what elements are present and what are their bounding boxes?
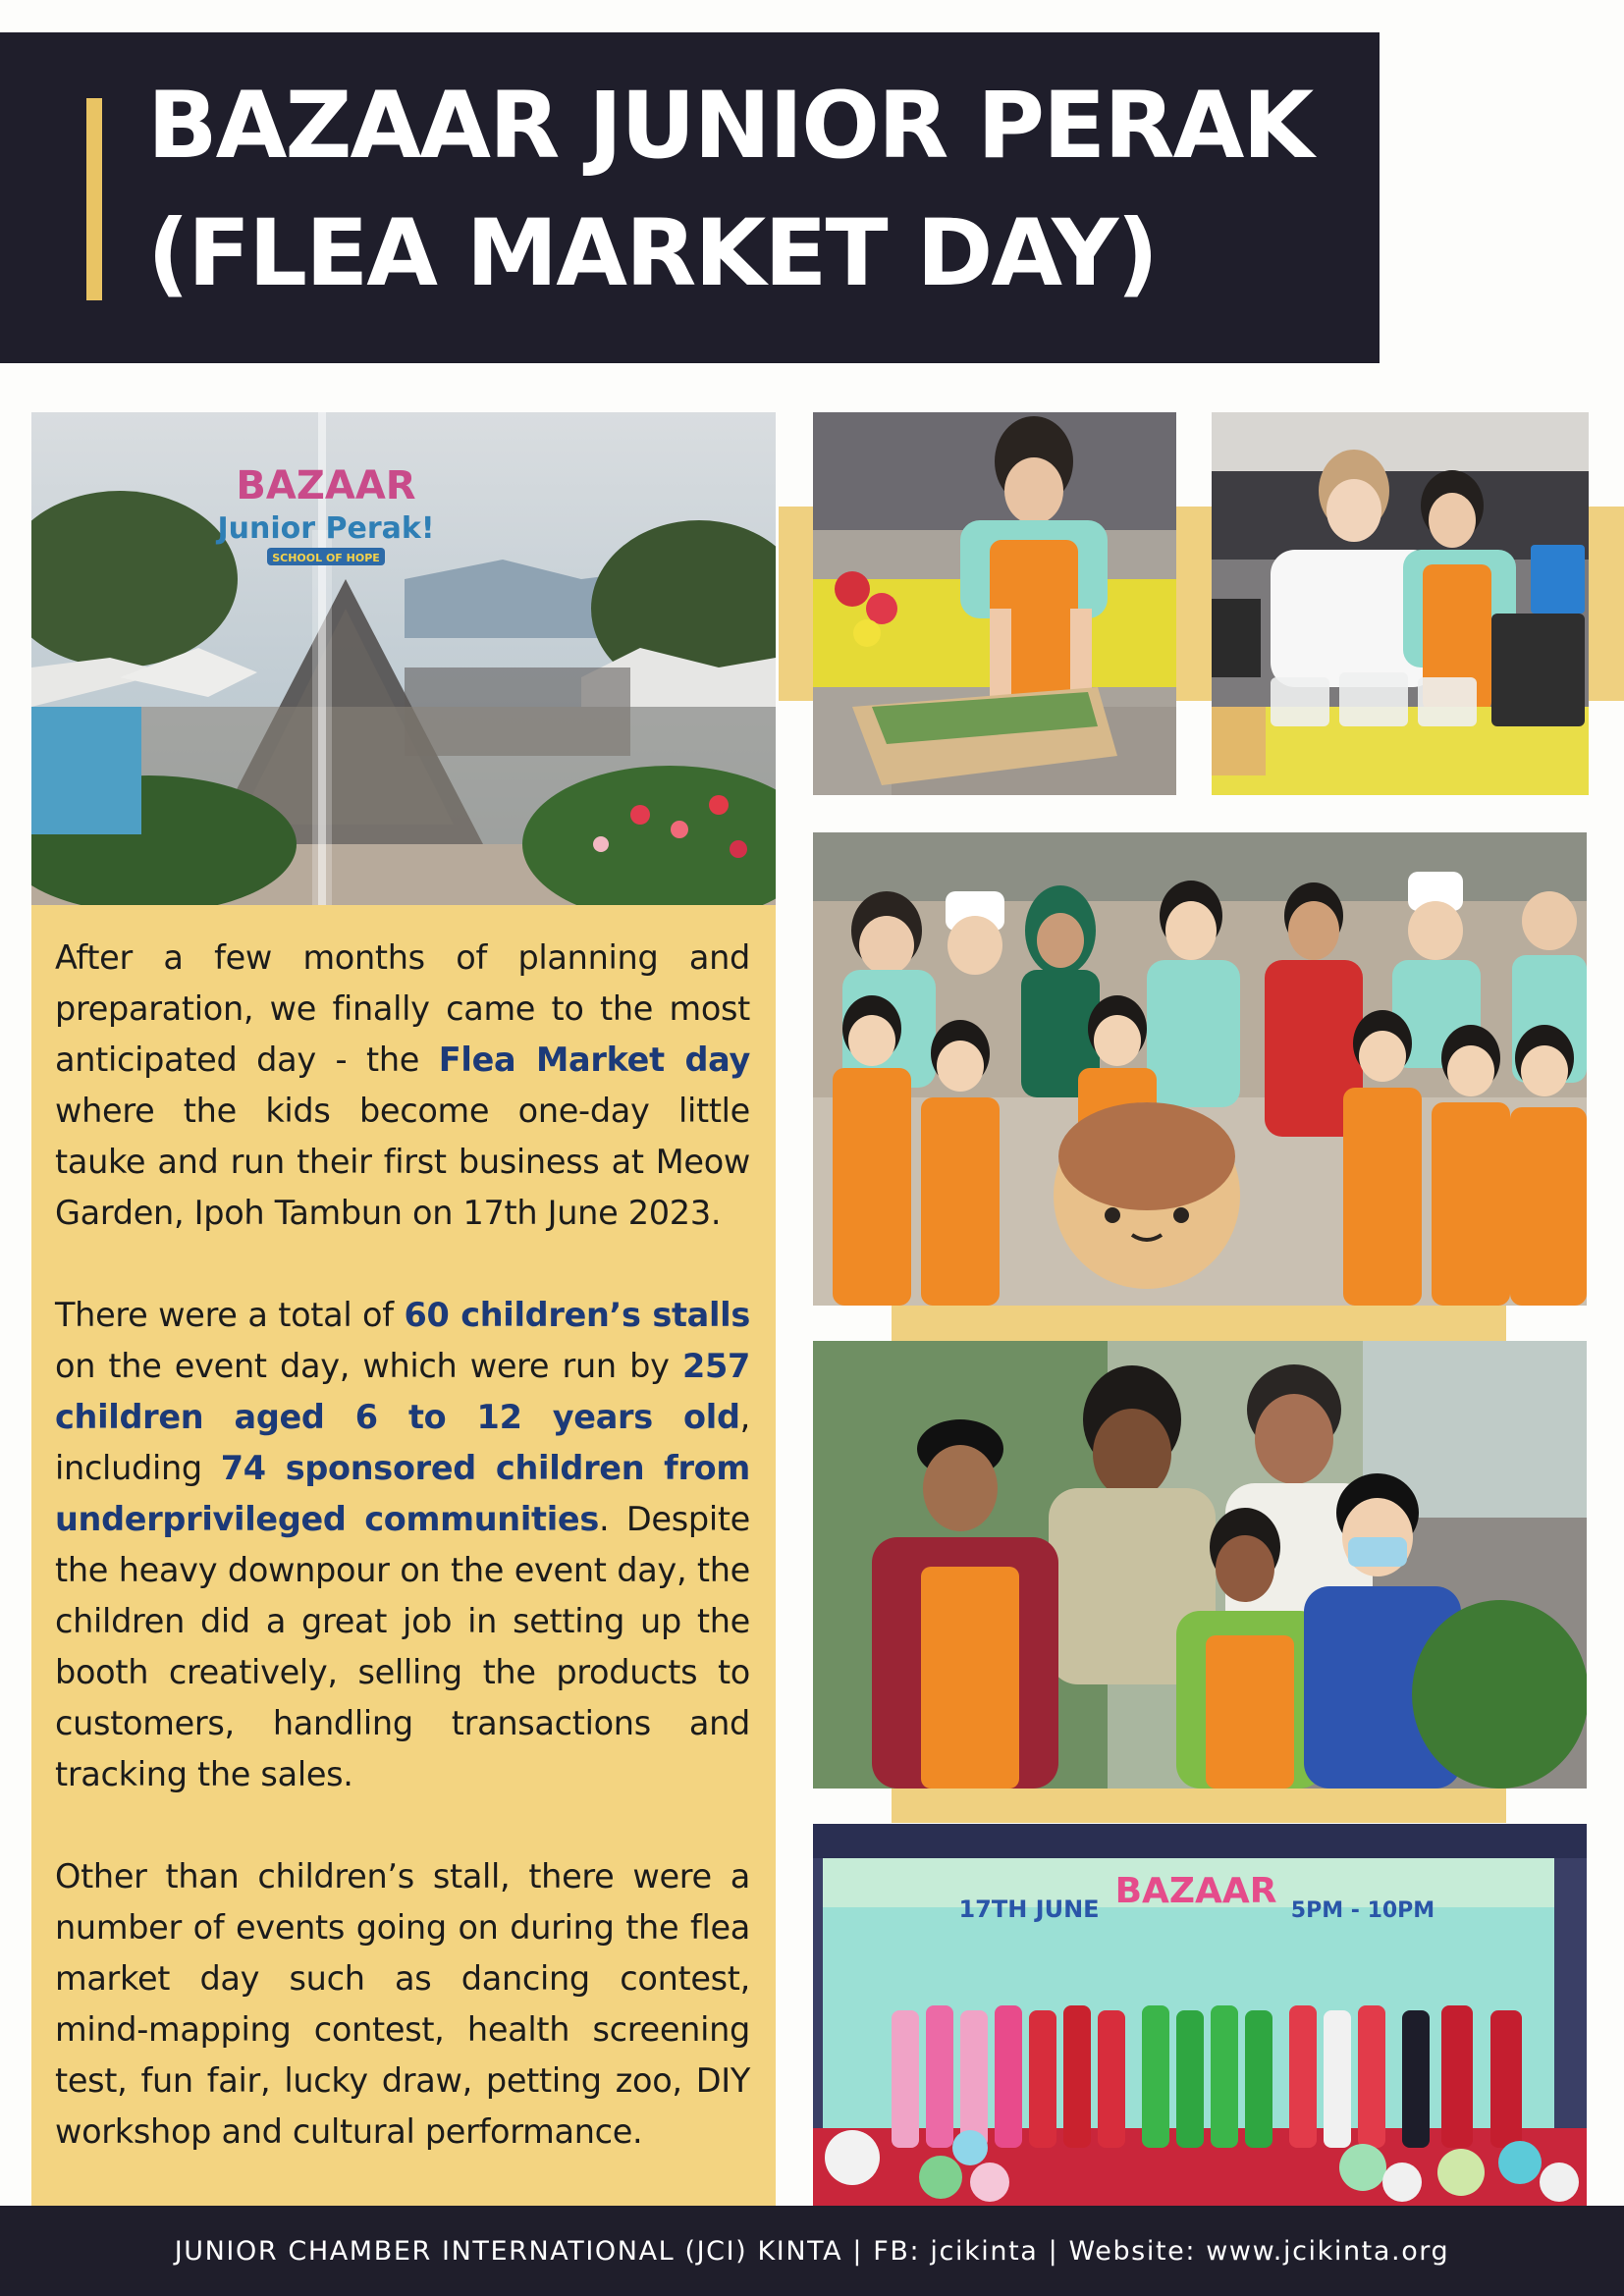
- page-title-line-1: BAZAAR JUNIOR PERAK: [147, 73, 1313, 180]
- photo-girl-with-parent-stall: [1212, 412, 1589, 795]
- title-accent-bar: [86, 98, 102, 300]
- photo-stage-performance: [813, 1824, 1587, 2206]
- highlight-stalls: 60 children’s stalls: [404, 1296, 750, 1334]
- photo-family-peace-sign: [813, 1341, 1587, 1789]
- entrance-sign-line-1: BAZAAR: [236, 463, 416, 508]
- highlight-children-age: 257 children aged 6 to 12 years old: [55, 1347, 750, 1436]
- paragraph-intro: After a few months of planning and preparation, we finally came to the most anticipated day - the Flea Market day where the kids become one-day little tauke and run their first business at Meow Garden, Ipoh Tambun on 17th June 2023.: [55, 938, 750, 1232]
- stage-banner-date: 17TH JUNE: [958, 1896, 1100, 1923]
- page-title-line-2: (FLEA MARKET DAY): [147, 200, 1158, 307]
- highlight-sponsored: 74 sponsored children from underprivileged communities: [55, 1449, 750, 1538]
- footer: [0, 2206, 1624, 2296]
- entrance-sign-line-3: SCHOOL OF HOPE: [272, 552, 380, 564]
- photo-girl-plant-stall: [813, 412, 1176, 795]
- entrance-sign-line-2: Junior Perak!: [217, 511, 435, 546]
- paragraph-stalls: There were a total of 60 children’s stalls on the event day, which were run by 257 children aged 6 to 12 years old, including 74 sponsored children from underprivileged communities. Despite the heavy downpour on the event day, the children did a great job in setting up the booth creatively, selling the products to customers, handling transactions and tracking the sales.: [55, 1296, 750, 1793]
- photo-entrance-fountain: [31, 412, 776, 905]
- stage-banner-time: 5PM - 10PM: [1290, 1898, 1435, 1923]
- photo-children-group: [813, 832, 1587, 1306]
- stage-banner-title: BAZAAR: [1114, 1871, 1277, 1911]
- footer-contact-text: JUNIOR CHAMBER INTERNATIONAL (JCI) KINTA | FB: jcikinta | Website: www.jcikinta.org: [174, 2235, 1450, 2267]
- highlight-flea-market-day: Flea Market day: [438, 1041, 750, 1079]
- paragraph-events: Other than children’s stall, there were a number of events going on during the flea market day such as dancing contest, mind-mapping contest, health screening test, fun fair, lucky draw, petting zoo, DIY workshop and cultural performance.: [55, 1857, 750, 2151]
